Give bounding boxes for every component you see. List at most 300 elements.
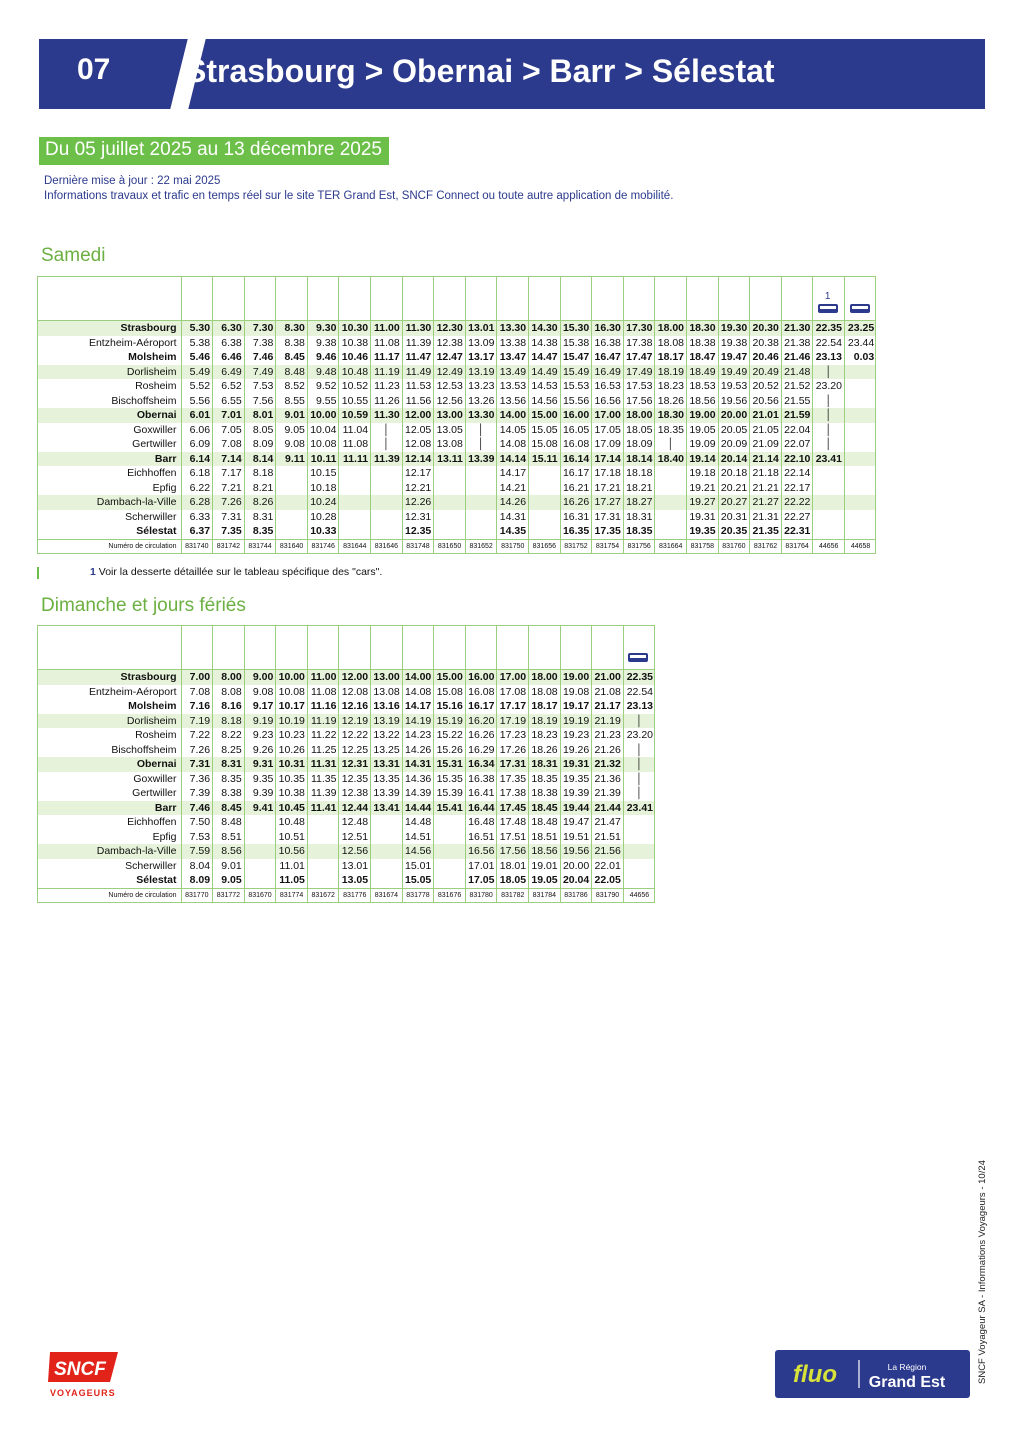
time-cell: 16.17	[465, 699, 497, 714]
train-number: 831640	[276, 539, 308, 554]
time-cell: 17.45	[497, 801, 529, 816]
time-cell: 17.00	[592, 408, 624, 423]
time-cell: 9.05	[213, 873, 245, 888]
train-number: 831764	[781, 539, 813, 554]
station-name: Scherwiller	[125, 859, 177, 872]
time-cell: 11.19	[371, 365, 403, 380]
time-cell: 13.30	[465, 408, 497, 423]
time-cell: │	[813, 408, 845, 423]
time-cell: 12.38	[434, 336, 466, 351]
time-cell: 13.00	[434, 408, 466, 423]
time-cell: 16.56	[592, 394, 624, 409]
time-cell: 6.09	[181, 437, 213, 452]
train-number: 831672	[307, 888, 339, 903]
time-cell: 16.35	[560, 524, 592, 539]
time-cell: 9.30	[307, 321, 339, 336]
time-cell: 18.23	[655, 379, 687, 394]
station-name: Bischoffsheim	[111, 743, 177, 756]
time-cell: 22.01	[592, 859, 624, 874]
time-cell: 16.17	[560, 466, 592, 481]
time-cell: 16.31	[560, 510, 592, 525]
header-cell	[497, 625, 529, 670]
time-cell: 17.51	[497, 830, 529, 845]
time-cell: 7.08	[213, 437, 245, 452]
time-cell	[307, 873, 339, 888]
time-cell: 19.14	[687, 452, 719, 467]
time-cell: 21.17	[592, 699, 624, 714]
time-cell: 15.39	[434, 786, 466, 801]
time-cell: 16.00	[465, 670, 497, 685]
time-cell: 15.00	[529, 408, 561, 423]
time-cell: 18.17	[655, 350, 687, 365]
header-corner	[37, 276, 181, 321]
time-cell: 7.26	[181, 743, 213, 758]
time-cell	[529, 510, 561, 525]
time-cell: 13.47	[497, 350, 529, 365]
time-cell: 17.17	[497, 699, 529, 714]
header-cell	[339, 625, 371, 670]
time-cell: 21.19	[592, 714, 624, 729]
header-cell	[497, 276, 529, 321]
time-cell: 19.17	[560, 699, 592, 714]
time-cell	[844, 423, 876, 438]
station-name: Barr	[37, 801, 181, 816]
time-cell: 6.38	[213, 336, 245, 351]
time-cell: 11.39	[307, 786, 339, 801]
circulation-label: Numéro de circulation	[37, 888, 181, 903]
table-row	[37, 685, 655, 700]
time-cell	[623, 859, 655, 874]
time-cell: 9.38	[307, 336, 339, 351]
time-cell	[434, 830, 466, 845]
time-cell: 18.17	[529, 699, 561, 714]
time-cell: 21.56	[592, 844, 624, 859]
time-cell: 8.16	[213, 699, 245, 714]
time-cell: 8.45	[213, 801, 245, 816]
station-name: Eichhoffen	[127, 467, 177, 480]
time-cell: 12.14	[402, 452, 434, 467]
time-cell: 20.00	[718, 408, 750, 423]
time-cell: 20.56	[750, 394, 782, 409]
time-cell: 10.52	[339, 379, 371, 394]
time-cell	[623, 873, 655, 888]
time-cell: 8.09	[244, 437, 276, 452]
time-cell: 13.00	[371, 670, 403, 685]
time-cell: 17.31	[497, 757, 529, 772]
region-small-text: La Région	[887, 1362, 927, 1372]
time-cell: 9.52	[307, 379, 339, 394]
time-cell: 18.00	[529, 670, 561, 685]
time-cell: 17.53	[623, 379, 655, 394]
time-cell: 14.51	[402, 830, 434, 845]
time-cell: │	[371, 437, 403, 452]
time-cell: 9.05	[276, 423, 308, 438]
table-row	[37, 670, 655, 685]
time-cell: 9.23	[244, 728, 276, 743]
time-cell	[371, 844, 403, 859]
time-cell: 19.56	[718, 394, 750, 409]
table-row	[37, 495, 876, 510]
time-cell: 21.26	[592, 743, 624, 758]
time-cell: 10.59	[339, 408, 371, 423]
time-cell	[434, 844, 466, 859]
time-cell: 17.05	[592, 423, 624, 438]
time-cell: 22.14	[781, 466, 813, 481]
table-row	[37, 786, 655, 801]
table-row	[37, 379, 876, 394]
time-cell: 16.00	[560, 408, 592, 423]
time-cell: 14.39	[402, 786, 434, 801]
time-cell: 14.26	[402, 743, 434, 758]
saturday-timetable	[37, 276, 876, 554]
time-cell: 7.21	[213, 481, 245, 496]
header-cell	[465, 625, 497, 670]
time-cell: 11.25	[307, 743, 339, 758]
time-cell	[844, 437, 876, 452]
time-cell: │	[813, 394, 845, 409]
table-row	[37, 481, 876, 496]
time-cell: 18.18	[623, 466, 655, 481]
time-cell: 5.56	[181, 394, 213, 409]
time-cell: 7.38	[244, 336, 276, 351]
train-number: 831790	[592, 888, 624, 903]
time-cell: 13.41	[371, 801, 403, 816]
header-cell	[213, 276, 245, 321]
table-row	[37, 466, 876, 481]
station-name: Eichhoffen	[127, 816, 177, 829]
train-number: 831748	[402, 539, 434, 554]
time-cell	[813, 510, 845, 525]
table-row	[37, 321, 876, 336]
circulation-row	[37, 888, 655, 903]
time-cell	[655, 481, 687, 496]
time-cell: 17.01	[465, 859, 497, 874]
time-cell: 18.08	[655, 336, 687, 351]
header-cell	[181, 276, 213, 321]
time-cell: 11.23	[371, 379, 403, 394]
table-row	[37, 772, 655, 787]
time-cell: 10.48	[339, 365, 371, 380]
time-cell: 15.56	[560, 394, 592, 409]
time-cell: 6.33	[181, 510, 213, 525]
time-cell: 8.31	[244, 510, 276, 525]
time-cell	[371, 873, 403, 888]
time-cell: 6.06	[181, 423, 213, 438]
time-cell: 10.19	[276, 714, 308, 729]
station-name: Barr	[37, 452, 181, 467]
train-number: 831744	[244, 539, 276, 554]
time-cell: 15.53	[560, 379, 592, 394]
time-cell: 13.05	[339, 873, 371, 888]
station-name: Scherwiller	[125, 510, 177, 523]
table-row	[37, 714, 655, 729]
time-cell: 18.19	[529, 714, 561, 729]
table-row	[37, 743, 655, 758]
time-cell	[844, 452, 876, 467]
time-cell: 18.56	[687, 394, 719, 409]
time-cell: 14.31	[402, 757, 434, 772]
time-cell: 14.35	[497, 524, 529, 539]
time-cell: 9.31	[244, 757, 276, 772]
header-cell	[371, 276, 403, 321]
train-number: 831756	[623, 539, 655, 554]
time-cell: 20.18	[718, 466, 750, 481]
train-number: 831664	[655, 539, 687, 554]
time-cell: 9.55	[307, 394, 339, 409]
time-cell: 7.30	[244, 321, 276, 336]
time-cell: 11.39	[371, 452, 403, 467]
time-cell	[276, 495, 308, 510]
time-cell: 10.28	[307, 510, 339, 525]
time-cell: 13.31	[371, 757, 403, 772]
header-cell	[592, 276, 624, 321]
header-cell	[687, 276, 719, 321]
time-cell: 16.53	[592, 379, 624, 394]
time-cell: 22.31	[781, 524, 813, 539]
header-cell	[465, 276, 497, 321]
circulation-row	[37, 539, 876, 554]
time-cell	[339, 524, 371, 539]
train-number: 831674	[371, 888, 403, 903]
time-cell: 18.30	[655, 408, 687, 423]
footnote-label: 1	[90, 566, 96, 578]
time-cell: 8.18	[244, 466, 276, 481]
time-cell: 7.14	[213, 452, 245, 467]
time-cell: 6.55	[213, 394, 245, 409]
train-number: 831676	[434, 888, 466, 903]
bus-icon	[850, 304, 870, 313]
table-row	[37, 408, 876, 423]
table-row	[37, 801, 655, 816]
table-row	[37, 510, 876, 525]
time-cell: 12.31	[402, 510, 434, 525]
time-cell: 6.46	[213, 350, 245, 365]
train-number: 831774	[276, 888, 308, 903]
time-cell: 14.48	[402, 815, 434, 830]
table-row	[37, 423, 876, 438]
time-cell: 5.30	[181, 321, 213, 336]
time-cell: 21.30	[781, 321, 813, 336]
time-cell: 11.04	[339, 423, 371, 438]
time-cell: │	[623, 743, 655, 758]
time-cell: 17.56	[623, 394, 655, 409]
time-cell: 16.48	[465, 815, 497, 830]
time-cell: 7.46	[181, 801, 213, 816]
time-cell	[465, 481, 497, 496]
time-cell	[434, 481, 466, 496]
time-cell	[307, 830, 339, 845]
time-cell: 15.08	[434, 685, 466, 700]
time-cell: 17.31	[592, 510, 624, 525]
time-cell: 19.00	[687, 408, 719, 423]
time-cell: 9.19	[244, 714, 276, 729]
time-cell: 15.49	[560, 365, 592, 380]
time-cell: 9.46	[307, 350, 339, 365]
header-cell	[339, 276, 371, 321]
time-cell: 18.27	[623, 495, 655, 510]
station-name: Strasbourg	[37, 321, 181, 336]
time-cell: 20.30	[750, 321, 782, 336]
time-cell: 21.48	[781, 365, 813, 380]
time-cell	[844, 394, 876, 409]
time-cell: 8.45	[276, 350, 308, 365]
header-row	[37, 625, 655, 670]
table-row	[37, 336, 876, 351]
time-cell: 19.51	[560, 830, 592, 845]
time-cell: 14.17	[402, 699, 434, 714]
time-cell: 14.21	[497, 481, 529, 496]
time-cell: 12.56	[339, 844, 371, 859]
time-cell: 19.09	[687, 437, 719, 452]
time-cell: 10.45	[276, 801, 308, 816]
time-cell: 6.01	[181, 408, 213, 423]
time-cell: 8.56	[213, 844, 245, 859]
time-cell	[529, 495, 561, 510]
time-cell: 15.31	[434, 757, 466, 772]
time-cell	[844, 481, 876, 496]
header-cell	[307, 625, 339, 670]
train-number: 831784	[529, 888, 561, 903]
time-cell: 20.27	[718, 495, 750, 510]
time-cell: 19.39	[560, 786, 592, 801]
time-cell: 18.53	[687, 379, 719, 394]
time-cell: 9.00	[244, 670, 276, 685]
station-name: Strasbourg	[37, 670, 181, 685]
time-cell: 23.13	[813, 350, 845, 365]
time-cell: 19.23	[560, 728, 592, 743]
station-name: Bischoffsheim	[111, 394, 177, 407]
time-cell: 18.40	[655, 452, 687, 467]
time-cell: 9.26	[244, 743, 276, 758]
time-cell: 17.26	[497, 743, 529, 758]
time-cell: 12.35	[339, 772, 371, 787]
time-cell: 12.35	[402, 524, 434, 539]
time-cell: 12.00	[402, 408, 434, 423]
time-cell: 14.19	[402, 714, 434, 729]
time-cell: 22.10	[781, 452, 813, 467]
time-cell: 9.35	[244, 772, 276, 787]
time-cell	[465, 495, 497, 510]
time-cell	[371, 830, 403, 845]
time-cell	[371, 859, 403, 874]
time-cell: 11.11	[339, 452, 371, 467]
time-cell: 18.05	[623, 423, 655, 438]
time-cell: 8.14	[244, 452, 276, 467]
time-cell: 7.46	[244, 350, 276, 365]
time-cell: 7.36	[181, 772, 213, 787]
time-cell: 8.09	[181, 873, 213, 888]
header-cell	[213, 625, 245, 670]
header-cell	[750, 276, 782, 321]
time-cell: 18.51	[529, 830, 561, 845]
station-name: Dambach-la-Ville	[37, 495, 181, 510]
table-row	[37, 815, 655, 830]
train-number: 831778	[402, 888, 434, 903]
time-cell: │	[465, 437, 497, 452]
time-cell: 13.38	[497, 336, 529, 351]
time-cell: 20.05	[718, 423, 750, 438]
time-cell: 11.47	[402, 350, 434, 365]
time-cell: 12.25	[339, 743, 371, 758]
time-cell: 21.18	[750, 466, 782, 481]
time-cell: 22.22	[781, 495, 813, 510]
time-cell: 12.00	[339, 670, 371, 685]
time-cell: 12.48	[339, 815, 371, 830]
time-cell: 19.30	[718, 321, 750, 336]
time-cell: 13.08	[434, 437, 466, 452]
time-cell: 13.56	[497, 394, 529, 409]
station-name: Gertwiller	[132, 787, 177, 800]
time-cell: 16.29	[465, 743, 497, 758]
time-cell: 16.38	[465, 772, 497, 787]
train-number: 831770	[181, 888, 213, 903]
header-cell	[623, 276, 655, 321]
time-cell: 21.52	[781, 379, 813, 394]
time-cell	[465, 466, 497, 481]
time-cell: 9.17	[244, 699, 276, 714]
time-cell: 17.09	[592, 437, 624, 452]
time-cell: 23.20	[623, 728, 655, 743]
time-cell: 8.38	[276, 336, 308, 351]
header-cell	[560, 276, 592, 321]
time-cell: 7.22	[181, 728, 213, 743]
time-cell	[276, 466, 308, 481]
circulation-label: Numéro de circulation	[37, 539, 181, 554]
time-cell: 7.39	[181, 786, 213, 801]
train-number: 44658	[844, 539, 876, 554]
train-number: 831780	[465, 888, 497, 903]
time-cell: 17.21	[592, 481, 624, 496]
time-cell: 17.18	[592, 466, 624, 481]
time-cell: 10.18	[307, 481, 339, 496]
time-cell: 12.47	[434, 350, 466, 365]
time-cell: 11.35	[307, 772, 339, 787]
station-name: Sélestat	[136, 874, 177, 887]
header-cell	[402, 625, 434, 670]
time-cell: 22.35	[623, 670, 655, 685]
time-cell: 12.38	[339, 786, 371, 801]
time-cell	[844, 510, 876, 525]
time-cell: 5.38	[181, 336, 213, 351]
time-cell: 20.04	[560, 873, 592, 888]
table-row	[37, 873, 655, 888]
time-cell: 14.30	[529, 321, 561, 336]
time-cell	[434, 466, 466, 481]
time-cell: 19.05	[529, 873, 561, 888]
time-cell: 14.00	[497, 408, 529, 423]
time-cell: 14.47	[529, 350, 561, 365]
time-cell: 10.23	[276, 728, 308, 743]
sunday-timetable	[37, 625, 655, 903]
time-cell: 21.38	[781, 336, 813, 351]
time-cell	[465, 524, 497, 539]
station-name: Entzheim-Aéroport	[88, 685, 177, 698]
time-cell: 0.03	[844, 350, 876, 365]
page-title: Strasbourg > Obernai > Barr > Sélestat	[185, 53, 775, 89]
time-cell: 18.21	[623, 481, 655, 496]
time-cell: 21.46	[781, 350, 813, 365]
time-cell: 6.52	[213, 379, 245, 394]
time-cell: 6.30	[213, 321, 245, 336]
time-cell: 22.17	[781, 481, 813, 496]
header-cell	[434, 276, 466, 321]
time-cell: 18.26	[655, 394, 687, 409]
time-cell: 11.31	[307, 757, 339, 772]
time-cell: 12.44	[339, 801, 371, 816]
voyageurs-logo-text: VOYAGEURS	[50, 1388, 116, 1398]
header-cell	[529, 276, 561, 321]
footnote-text: Voir la desserte détaillée sur le tableau spécifique des "cars".	[98, 566, 383, 578]
